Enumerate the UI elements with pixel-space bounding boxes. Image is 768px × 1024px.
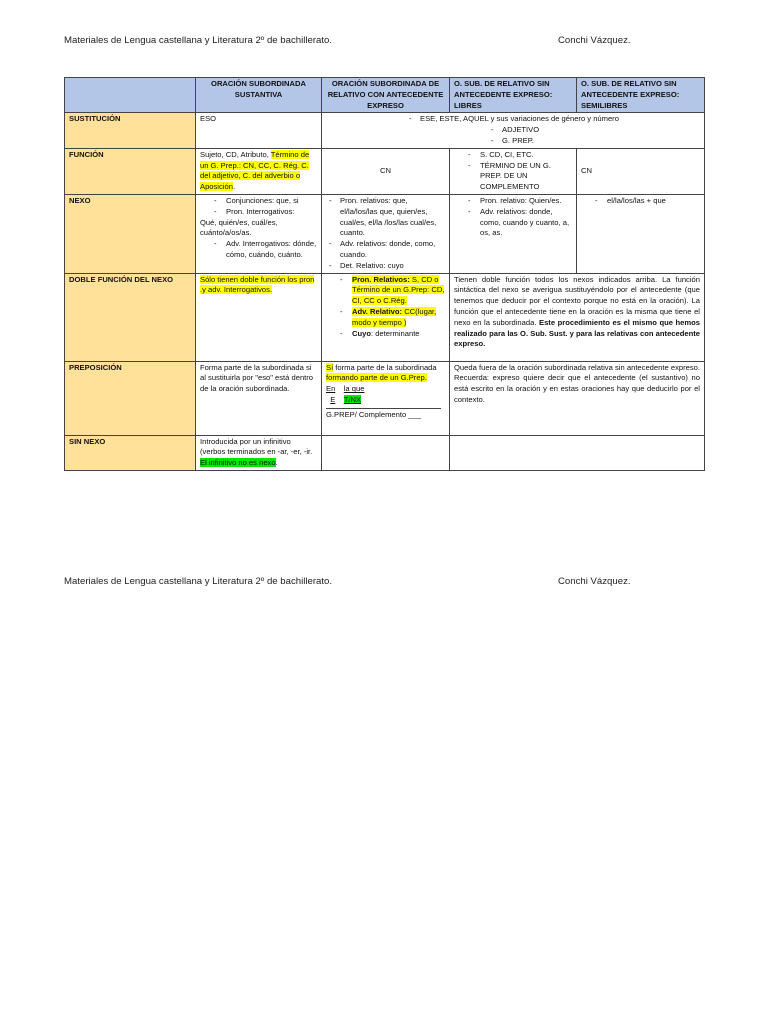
cell-funcion-semilibres: CN	[577, 148, 705, 194]
nexo-sust-item: - Pron. Interrogativos:	[200, 207, 317, 218]
cell-nexo-semilibres	[577, 194, 705, 273]
row-label-sin-nexo: SIN NEXO	[65, 435, 196, 470]
preposicion-rel-laque: la que	[343, 384, 365, 394]
doble-rel-item-cuyo	[326, 329, 445, 340]
table-row-sustitucion	[65, 113, 705, 148]
doble-rel-adv-rest: CC(lugar, modo y tiempo )	[352, 306, 437, 327]
table-row-sin-nexo	[65, 435, 705, 470]
row-label-preposicion: PREPOSICIÓN	[65, 361, 196, 435]
doble-rel-cuyo-rest: : determinante	[370, 328, 420, 338]
cell-nexo-sustantiva	[196, 194, 322, 273]
preposicion-rel-tnx: T/NX	[343, 394, 362, 404]
document-header-title: Materiales de Lengua castellana y Literatura 2º de bachillerato.	[64, 35, 333, 46]
funcion-sust-end: .	[232, 182, 236, 192]
table-row-nexo	[65, 194, 705, 273]
nexo-rel-item: - Adv. relativos: donde, como, cuando.	[326, 239, 445, 261]
cell-nexo-libres	[450, 194, 577, 273]
preposicion-rel-analysis	[326, 395, 445, 406]
funcion-libres-item: - TÉRMINO DE UN G. PREP. DE UN COMPLEMENTO	[454, 161, 572, 193]
sustitucion-main-item: - ESE, ESTE, AQUEL y sus variaciones de género y número	[406, 114, 700, 125]
cell-doble-sustantiva	[196, 273, 322, 361]
doble-rel-cuyo-bold: Cuyo	[352, 328, 371, 338]
cell-preposicion-libres-semilibres: Queda fuera de la oración subordinada relativa sin antecedente expreso. Recuerda: expreso quiere decir que el antecedente (el sustantivo) no está escrito en la oración y en estas oraciones hay que deducirlo por el contexto.	[450, 361, 705, 435]
nexo-rel-item: - Det. Relativo: cuyo	[326, 261, 445, 272]
cell-sustitucion-relativas	[322, 113, 705, 148]
row-label-nexo: NEXO	[65, 194, 196, 273]
sin-nexo-highlight: El infinitivo no es nexo	[200, 458, 276, 468]
header-cell-semilibres: O. SUB. DE RELATIVO SIN ANTECEDENTE EXPRESO: SEMILIBRES	[577, 78, 705, 113]
preposicion-rel-example	[326, 384, 445, 395]
preposicion-rel-e: E	[330, 394, 336, 404]
cell-sin-nexo-sustantiva	[196, 435, 322, 470]
preposicion-rel-rule	[326, 408, 441, 409]
table-row-preposicion	[65, 361, 705, 435]
funcion-sust-plain: Sujeto, CD, Atributo,	[200, 149, 271, 159]
nexo-sust-item: - Conjunciones: que, si	[200, 196, 317, 207]
sin-nexo-end: .	[275, 458, 278, 468]
cell-preposicion-relativo	[322, 361, 450, 435]
row-label-funcion: FUNCIÓN	[65, 148, 196, 194]
sustitucion-item-adjetivo: - ADJETIVO	[488, 125, 700, 136]
preposicion-rel-highlight: formando parte de un G.Prep.	[326, 373, 427, 383]
doble-libres-text: Tienen doble función todos los nexos indicados arriba. La función sintáctica del nexo se averigua sustituyéndolo por el antecedente (que tenemos que deducir por el contexto porque no está en la oración). La función que el antecedente tiene en la oración es la misma que tiene el nexo en la subordinada.	[454, 274, 700, 327]
cell-funcion-libres	[450, 148, 577, 194]
doble-sust-highlight: Sólo tienen doble función los pron .y adv. Interrogativos.	[200, 274, 315, 295]
cell-doble-libres-semilibres	[450, 273, 705, 361]
doble-rel-pron-rest: S, CD o Término de un G.Prep: CD, CI, CC o C.Rég.	[352, 274, 445, 306]
preposicion-rel-gprep: G.PREP/ Complemento ___	[326, 409, 421, 419]
row-label-sustitucion: SUSTITUCIÓN	[65, 113, 196, 148]
funcion-libres-item: - S. CD, CI, ETC.	[454, 150, 572, 161]
nexo-libres-item: - Adv. relativos: donde, como, cuando y cuanto, a, os, as.	[454, 207, 572, 239]
doble-libres-bold: Este procedimiento es el mismo que hemos realizado para las O. Sub. Sust. y para las relativas con antecedente expreso.	[454, 317, 701, 349]
cell-sin-nexo-libres-semilibres	[450, 435, 705, 470]
cell-funcion-sustantiva	[196, 148, 322, 194]
header-cell-empty	[65, 78, 196, 113]
doble-rel-adv-bold: Adv. Relativo:	[352, 306, 403, 316]
document-header-author-page2: Conchi Vázquez.	[558, 576, 631, 587]
doble-rel-pron-bold: Pron. Relativos:	[352, 274, 412, 284]
header-cell-libres: O. SUB. DE RELATIVO SIN ANTECEDENTE EXPRESO: LIBRES	[450, 78, 577, 113]
doble-rel-item-adv	[326, 307, 445, 329]
document-header-author: Conchi Vázquez.	[558, 35, 631, 46]
document-header-title-page2: Materiales de Lengua castellana y Literatura 2º de bachillerato.	[64, 576, 333, 587]
row-label-doble-funcion: DOBLE FUNCIÓN DEL NEXO	[65, 273, 196, 361]
cell-doble-relativo	[322, 273, 450, 361]
cell-preposicion-sustantiva: Forma parte de la subordinada si al sustituirla por "eso" está dentro de la oración subordinada.	[196, 361, 322, 435]
preposicion-rel-mid: forma parte de la subordinada	[333, 362, 437, 372]
doble-rel-item-pron	[326, 275, 445, 307]
sustitucion-item-gprep: - G. PREP.	[488, 136, 700, 147]
nexo-libres-item: - Pron. relativo: Quien/es.	[454, 196, 572, 207]
cell-nexo-relativo	[322, 194, 450, 273]
nexo-sust-item: - Adv. Interrogativos: dónde, cómo, cuándo, cuánto.	[200, 239, 317, 261]
table-row-funcion	[65, 148, 705, 194]
header-cell-sustantiva: ORACIÓN SUBORDINADA SUSTANTIVA	[196, 78, 322, 113]
nexo-sust-text: Qué, quién/es, cuál/es, cuánto/a/os/as.	[200, 217, 278, 238]
preposicion-rel-si: Sí	[326, 362, 334, 372]
cell-sustitucion-sustantiva: ESO	[196, 113, 322, 148]
table-header-row	[65, 78, 705, 113]
preposicion-rel-text	[326, 363, 445, 385]
nexo-semi-item: - el/la/los/las + que	[581, 196, 700, 207]
sin-nexo-text: Introducida por un infinitivo (verbos terminados en -ar, -er, -ir.	[200, 436, 313, 457]
preposicion-rel-en: En	[326, 384, 336, 394]
cell-sin-nexo-relativo	[322, 435, 450, 470]
nexo-rel-item: - Pron. relativos: que, el/la/los/las que, quien/es, cual/es, el/la /los/las cual/es, cuanto.	[326, 196, 445, 239]
funcion-sust-highlight: Término de un G. Prep.: CN, CC, C. Rég. C. del adjetivo, C. del adverbio o Aposición	[200, 149, 310, 192]
header-cell-relativo-antecedente: ORACIÓN SUBORDINADA DE RELATIVO CON ANTECEDENTE EXPRESO	[322, 78, 450, 113]
comparison-table	[64, 77, 705, 471]
cell-funcion-relativo: CN	[322, 148, 450, 194]
table-row-doble-funcion	[65, 273, 705, 361]
